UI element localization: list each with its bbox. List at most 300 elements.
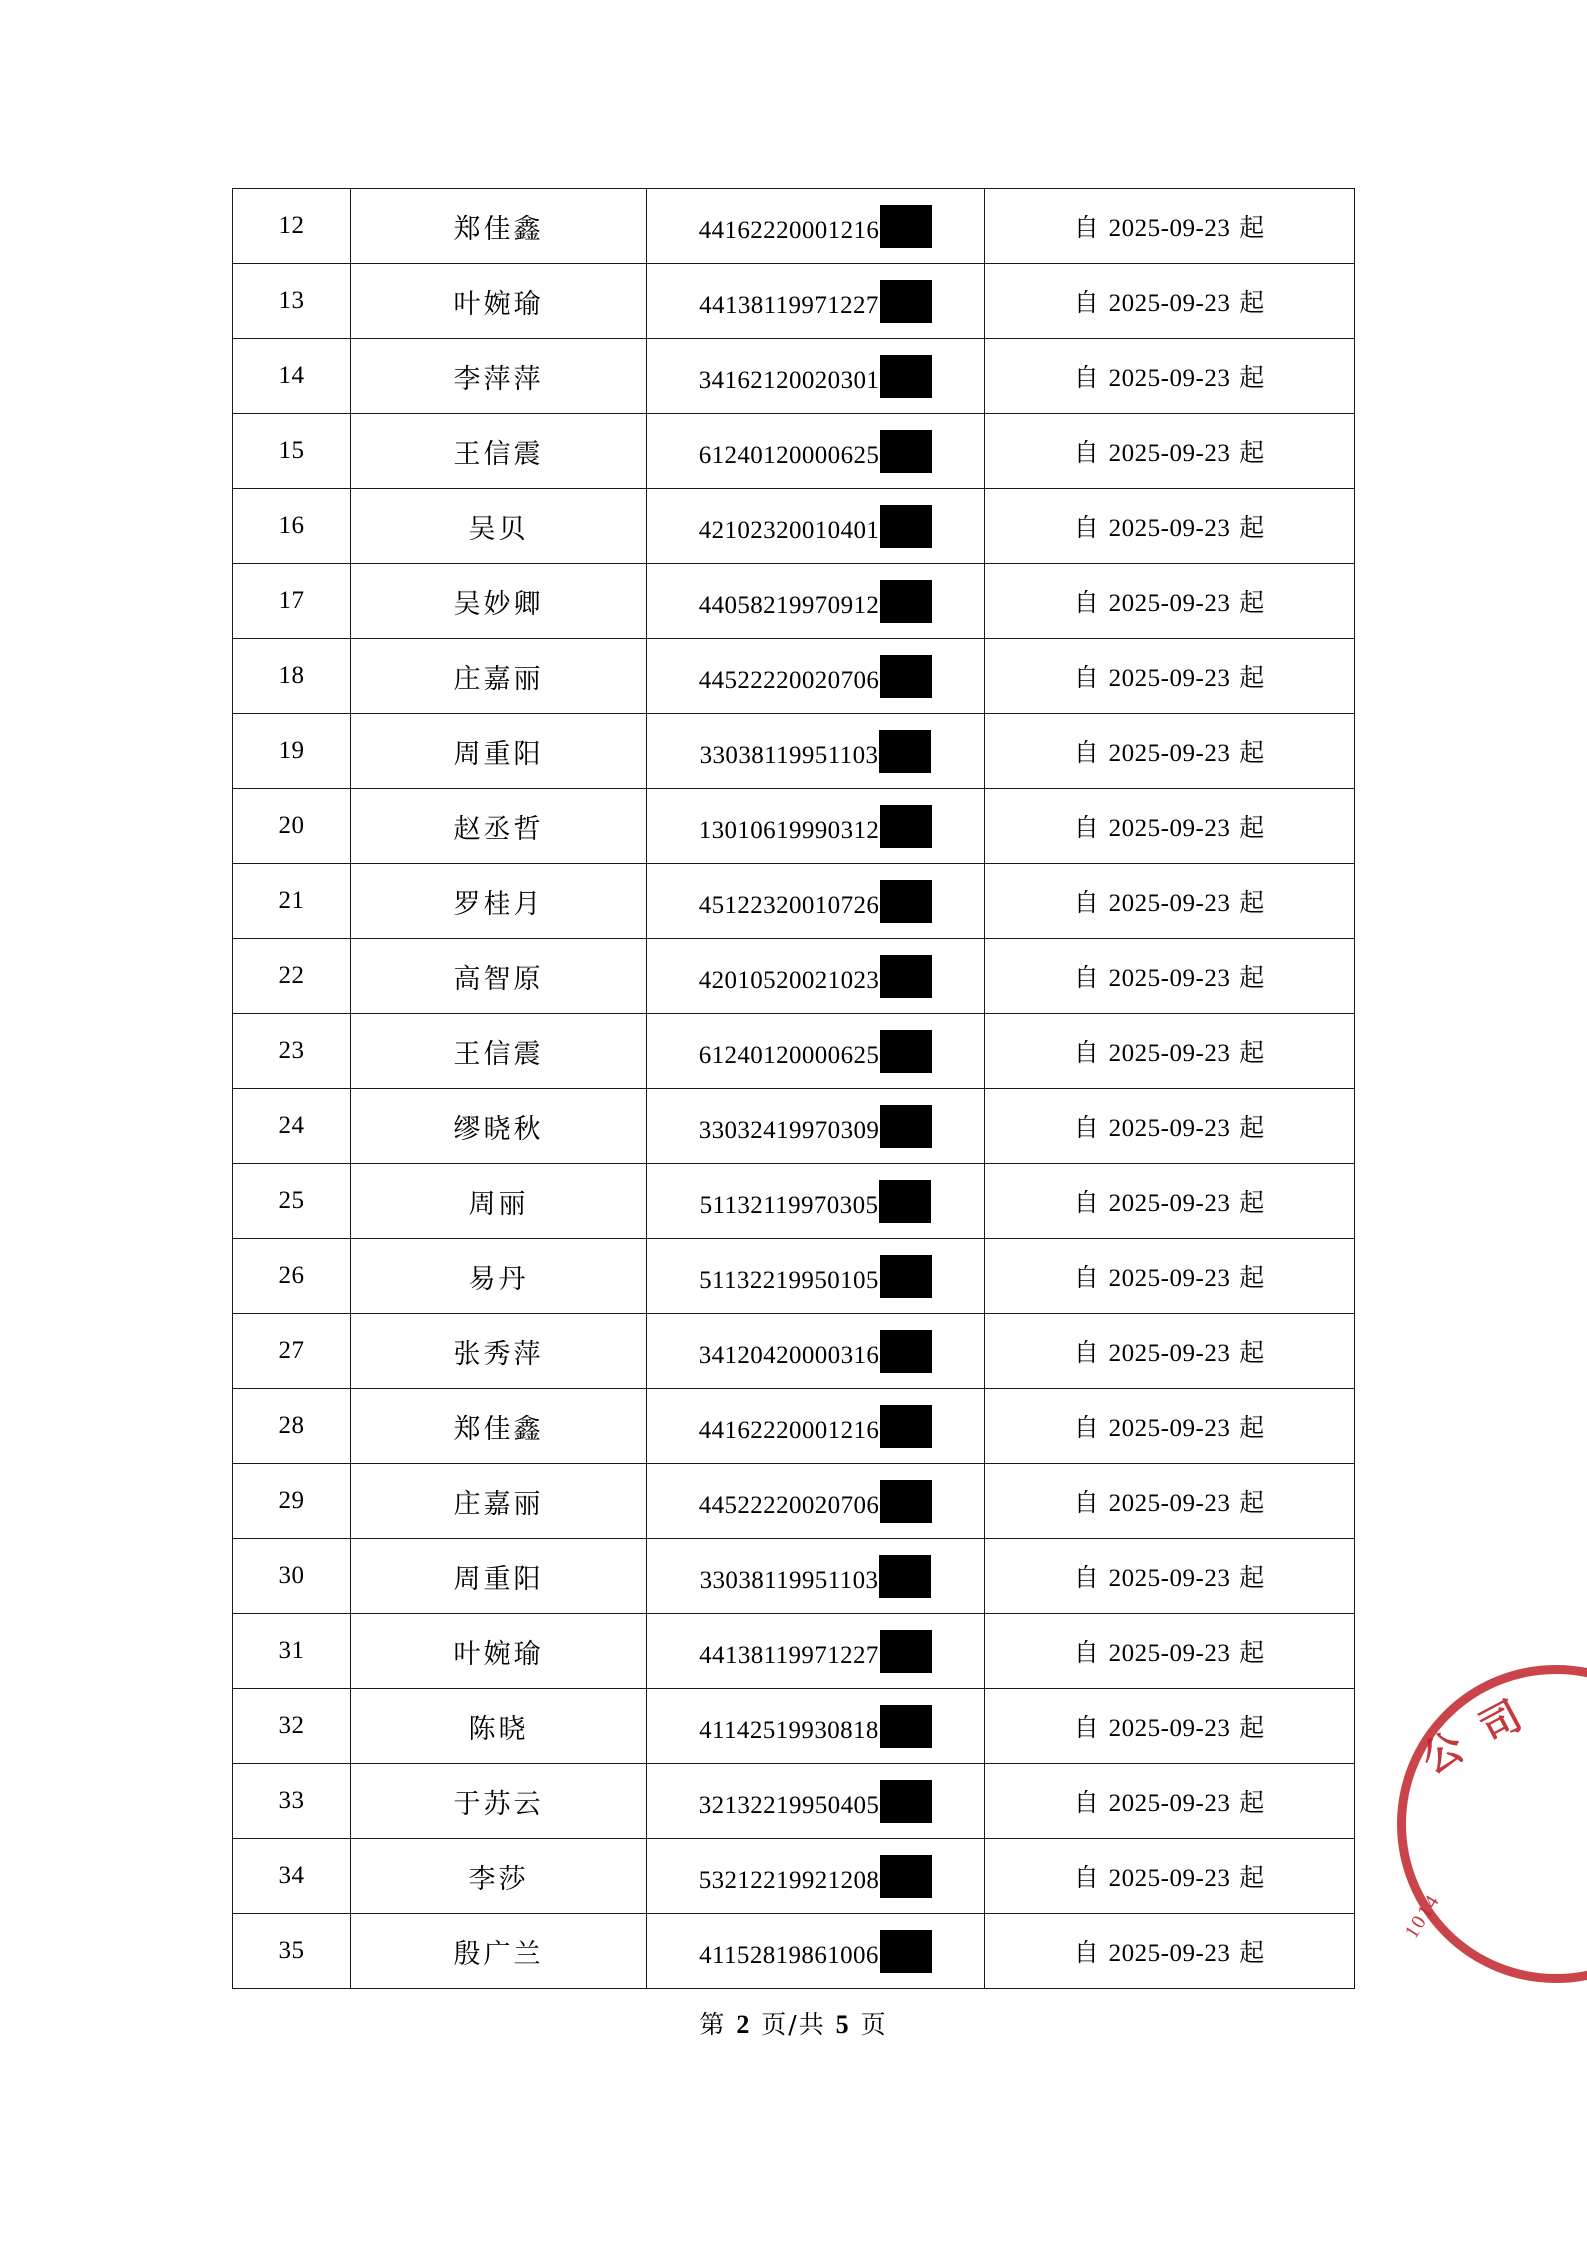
row-index-value: 30 [278,1562,305,1589]
redaction-block [880,1030,932,1073]
seal-text: 公 司 [1414,1690,1535,1784]
date-prefix: 自 [1073,1263,1100,1292]
date-suffix: 起 [1239,363,1266,392]
cell-name [351,1614,647,1689]
cell-index [233,264,351,339]
cell-index [233,1314,351,1389]
cell-index [233,189,351,264]
row-index-value: 24 [278,1112,305,1139]
cell-index [233,414,351,489]
row-id-value: 53212219921208 [698,1866,880,1894]
table-row [233,1914,1355,1989]
cell-id-number [647,1839,985,1914]
cell-name [351,789,647,864]
row-index-value: 13 [278,287,305,314]
date-suffix: 起 [1239,888,1266,917]
cell-id-number [647,1689,985,1764]
row-id-value: 44138119971227 [699,291,879,319]
date-value: 2025-09-23 [1108,290,1231,317]
records-table [232,188,1355,1989]
cell-start-date [985,1389,1355,1464]
date-prefix: 自 [1073,813,1100,842]
table-row [233,489,1355,564]
date-prefix: 自 [1073,438,1100,467]
official-seal-stamp [1377,1665,1587,1985]
cell-start-date [985,1164,1355,1239]
cell-start-date [985,489,1355,564]
cell-index [233,564,351,639]
date-value: 2025-09-23 [1108,515,1231,542]
cell-start-date [985,1464,1355,1539]
table-row [233,639,1355,714]
date-value: 2025-09-23 [1108,365,1231,392]
date-suffix: 起 [1239,663,1266,692]
cell-start-date [985,1764,1355,1839]
footer-page-number: 2 [736,2010,752,2039]
redaction-block [880,1630,932,1673]
cell-name [351,1914,647,1989]
row-index-value: 27 [278,1337,305,1364]
cell-name [351,1164,647,1239]
row-name-value: 殷广兰 [453,1938,544,1970]
cell-index [233,339,351,414]
date-suffix: 起 [1239,1038,1266,1067]
row-index-value: 14 [278,362,305,389]
table-row [233,189,1355,264]
date-suffix: 起 [1239,1413,1266,1442]
date-value: 2025-09-23 [1108,1415,1231,1442]
redaction-block [880,430,932,473]
date-value: 2025-09-23 [1108,1565,1231,1592]
date-value: 2025-09-23 [1108,665,1231,692]
cell-id-number [647,1164,985,1239]
redaction-block [879,1555,931,1598]
cell-id-number [647,339,985,414]
cell-start-date [985,1614,1355,1689]
row-id-value: 42010520021023 [698,966,880,994]
date-value: 2025-09-23 [1108,215,1231,242]
row-index-value: 26 [278,1262,305,1289]
date-prefix: 自 [1073,963,1100,992]
redaction-block [880,1255,932,1298]
date-suffix: 起 [1239,1713,1266,1742]
cell-name [351,639,647,714]
footer-suffix: 页 [860,2010,888,2039]
cell-index [233,714,351,789]
row-name-value: 赵丞哲 [453,813,544,845]
cell-index [233,1764,351,1839]
row-index-value: 23 [278,1037,305,1064]
date-suffix: 起 [1239,1788,1266,1817]
cell-id-number [647,1239,985,1314]
redaction-block [880,1855,932,1898]
cell-name [351,1239,647,1314]
cell-index [233,1089,351,1164]
row-id-value: 33038119951103 [699,1566,879,1594]
row-name-value: 周重阳 [453,1563,544,1595]
table-row [233,939,1355,1014]
redaction-block [880,1330,932,1373]
row-name-value: 周丽 [468,1188,529,1220]
cell-name [351,1539,647,1614]
cell-id-number [647,789,985,864]
date-prefix: 自 [1073,1788,1100,1817]
cell-start-date [985,714,1355,789]
cell-start-date [985,1239,1355,1314]
table-row [233,1389,1355,1464]
cell-name [351,864,647,939]
table-row [233,1839,1355,1914]
row-id-value: 51132219950105 [699,1266,879,1294]
cell-name [351,1464,647,1539]
cell-index [233,489,351,564]
table-row [233,1014,1355,1089]
cell-name [351,714,647,789]
cell-start-date [985,189,1355,264]
row-id-value: 13010619990312 [698,816,880,844]
cell-id-number [647,1014,985,1089]
cell-id-number [647,639,985,714]
table-row [233,1764,1355,1839]
date-value: 2025-09-23 [1108,890,1231,917]
row-name-value: 于苏云 [453,1788,544,1820]
date-suffix: 起 [1239,213,1266,242]
cell-name [351,1389,647,1464]
cell-index [233,639,351,714]
date-value: 2025-09-23 [1108,965,1231,992]
date-prefix: 自 [1073,1863,1100,1892]
cell-name [351,264,647,339]
row-name-value: 李萍萍 [453,363,544,395]
date-suffix: 起 [1239,738,1266,767]
date-suffix: 起 [1239,1938,1266,1967]
row-id-value: 34162120020301 [698,366,880,394]
cell-index [233,1464,351,1539]
date-suffix: 起 [1239,1113,1266,1142]
redaction-block [880,280,932,323]
row-id-value: 44162220001216 [698,216,880,244]
row-name-value: 罗桂月 [453,888,544,920]
cell-name [351,189,647,264]
cell-id-number [647,939,985,1014]
records-table-container [232,188,1354,1989]
cell-id-number [647,489,985,564]
table-row [233,564,1355,639]
row-index-value: 31 [278,1637,305,1664]
table-row [233,864,1355,939]
date-suffix: 起 [1239,963,1266,992]
row-index-value: 15 [278,437,305,464]
row-index-value: 34 [278,1862,305,1889]
cell-name [351,939,647,1014]
date-suffix: 起 [1239,813,1266,842]
cell-start-date [985,264,1355,339]
row-name-value: 吴贝 [468,513,529,545]
cell-index [233,864,351,939]
cell-index [233,1539,351,1614]
cell-start-date [985,864,1355,939]
date-value: 2025-09-23 [1108,1190,1231,1217]
row-index-value: 19 [278,737,305,764]
table-row [233,1314,1355,1389]
row-id-value: 44162220001216 [698,1416,880,1444]
seal-code: 1014 [1400,1890,1445,1943]
row-index-value: 32 [278,1712,305,1739]
cell-index [233,1839,351,1914]
row-id-value: 44522220020706 [698,666,880,694]
row-id-value: 61240120000625 [698,1041,880,1069]
row-id-value: 51132119970305 [699,1191,879,1219]
cell-index [233,1614,351,1689]
cell-start-date [985,1014,1355,1089]
row-name-value: 易丹 [468,1263,529,1295]
table-row [233,789,1355,864]
date-prefix: 自 [1073,1713,1100,1742]
row-name-value: 王信震 [453,1038,544,1070]
cell-id-number [647,864,985,939]
redaction-block [880,355,932,398]
table-row [233,1539,1355,1614]
table-row [233,264,1355,339]
date-value: 2025-09-23 [1108,1040,1231,1067]
cell-start-date [985,1314,1355,1389]
redaction-block [879,730,931,773]
cell-id-number [647,264,985,339]
date-suffix: 起 [1239,1488,1266,1517]
row-name-value: 吴妙卿 [453,588,544,620]
row-id-value: 42102320010401 [698,516,880,544]
cell-index [233,1389,351,1464]
table-row [233,1464,1355,1539]
date-value: 2025-09-23 [1108,740,1231,767]
row-name-value: 庄嘉丽 [453,663,544,695]
table-row [233,1089,1355,1164]
cell-start-date [985,939,1355,1014]
cell-index [233,789,351,864]
row-name-value: 李莎 [468,1863,529,1895]
redaction-block [880,1780,932,1823]
date-prefix: 自 [1073,588,1100,617]
table-row [233,714,1355,789]
date-value: 2025-09-23 [1108,1340,1231,1367]
row-id-value: 44522220020706 [698,1491,880,1519]
date-suffix: 起 [1239,588,1266,617]
cell-name [351,1014,647,1089]
row-index-value: 25 [278,1187,305,1214]
redaction-block [880,655,932,698]
row-name-value: 高智原 [453,963,544,995]
row-index-value: 18 [278,662,305,689]
cell-name [351,339,647,414]
row-name-value: 陈晓 [468,1713,529,1745]
row-name-value: 庄嘉丽 [453,1488,544,1520]
row-name-value: 王信震 [453,438,544,470]
table-row [233,1614,1355,1689]
redaction-block [880,1105,932,1148]
date-prefix: 自 [1073,1638,1100,1667]
cell-name [351,414,647,489]
cell-index [233,939,351,1014]
cell-name [351,1764,647,1839]
cell-id-number [647,414,985,489]
cell-index [233,1239,351,1314]
cell-start-date [985,564,1355,639]
row-index-value: 29 [278,1487,305,1514]
row-index-value: 22 [278,962,305,989]
cell-id-number [647,1539,985,1614]
cell-start-date [985,1089,1355,1164]
date-prefix: 自 [1073,1338,1100,1367]
date-suffix: 起 [1239,438,1266,467]
date-value: 2025-09-23 [1108,1265,1231,1292]
row-id-value: 44058219970912 [698,591,880,619]
table-row [233,1239,1355,1314]
date-prefix: 自 [1073,1488,1100,1517]
footer-prefix: 第 [699,2010,727,2039]
date-suffix: 起 [1239,1863,1266,1892]
cell-name [351,1839,647,1914]
table-row [233,1689,1355,1764]
date-prefix: 自 [1073,663,1100,692]
cell-id-number [647,1389,985,1464]
redaction-block [880,580,932,623]
row-id-value: 33032419970309 [698,1116,880,1144]
date-prefix: 自 [1073,1413,1100,1442]
row-name-value: 缪晓秋 [453,1113,544,1145]
records-table-body [233,189,1355,1989]
footer-middle: 页/共 [761,2010,826,2039]
cell-start-date [985,1539,1355,1614]
cell-start-date [985,1839,1355,1914]
cell-start-date [985,1689,1355,1764]
cell-index [233,1014,351,1089]
row-id-value: 41152819861006 [699,1941,879,1969]
date-suffix: 起 [1239,1563,1266,1592]
seal-ring [1397,1665,1587,1983]
cell-start-date [985,1914,1355,1989]
cell-name [351,1089,647,1164]
redaction-block [880,805,932,848]
cell-id-number [647,1314,985,1389]
date-suffix: 起 [1239,1263,1266,1292]
cell-id-number [647,1764,985,1839]
date-value: 2025-09-23 [1108,1115,1231,1142]
row-name-value: 张秀萍 [453,1338,544,1370]
cell-index [233,1689,351,1764]
cell-index [233,1164,351,1239]
date-value: 2025-09-23 [1108,590,1231,617]
date-prefix: 自 [1073,738,1100,767]
cell-name [351,489,647,564]
table-row [233,414,1355,489]
date-suffix: 起 [1239,1188,1266,1217]
date-prefix: 自 [1073,1938,1100,1967]
date-suffix: 起 [1239,1338,1266,1367]
date-value: 2025-09-23 [1108,1490,1231,1517]
row-index-value: 33 [278,1787,305,1814]
date-value: 2025-09-23 [1108,1640,1231,1667]
row-id-value: 33038119951103 [699,741,879,769]
page-footer [0,2005,1587,2041]
row-index-value: 21 [278,887,305,914]
date-prefix: 自 [1073,363,1100,392]
cell-start-date [985,414,1355,489]
date-prefix: 自 [1073,1038,1100,1067]
row-id-value: 45122320010726 [698,891,880,919]
date-value: 2025-09-23 [1108,440,1231,467]
date-suffix: 起 [1239,513,1266,542]
date-prefix: 自 [1073,1563,1100,1592]
redaction-block [880,955,932,998]
date-prefix: 自 [1073,288,1100,317]
row-name-value: 周重阳 [453,738,544,770]
row-index-value: 20 [278,812,305,839]
cell-start-date [985,339,1355,414]
date-prefix: 自 [1073,213,1100,242]
cell-id-number [647,189,985,264]
cell-id-number [647,564,985,639]
cell-id-number [647,1614,985,1689]
date-suffix: 起 [1239,288,1266,317]
redaction-block [880,205,932,248]
cell-id-number [647,714,985,789]
date-prefix: 自 [1073,1188,1100,1217]
table-row [233,1164,1355,1239]
redaction-block [880,1480,932,1523]
footer-total-pages: 5 [835,2010,851,2039]
date-value: 2025-09-23 [1108,1790,1231,1817]
row-id-value: 34120420000316 [698,1341,880,1369]
row-index-value: 28 [278,1412,305,1439]
date-value: 2025-09-23 [1108,1865,1231,1892]
row-id-value: 32132219950405 [698,1791,880,1819]
date-prefix: 自 [1073,1113,1100,1142]
row-id-value: 61240120000625 [698,441,880,469]
cell-start-date [985,789,1355,864]
cell-index [233,1914,351,1989]
row-index-value: 16 [278,512,305,539]
date-suffix: 起 [1239,1638,1266,1667]
date-value: 2025-09-23 [1108,815,1231,842]
cell-name [351,1689,647,1764]
row-name-value: 叶婉瑜 [453,288,544,320]
row-index-value: 17 [278,587,305,614]
row-id-value: 41142519930818 [699,1716,879,1744]
cell-id-number [647,1464,985,1539]
row-index-value: 35 [278,1937,305,1964]
redaction-block [880,1930,932,1973]
redaction-block [880,1405,932,1448]
row-id-value: 44138119971227 [699,1641,879,1669]
date-value: 2025-09-23 [1108,1715,1231,1742]
row-name-value: 郑佳鑫 [453,213,544,245]
cell-id-number [647,1914,985,1989]
row-index-value: 12 [278,212,305,239]
cell-name [351,564,647,639]
cell-start-date [985,639,1355,714]
cell-id-number [647,1089,985,1164]
redaction-block [880,1705,932,1748]
redaction-block [880,880,932,923]
row-name-value: 叶婉瑜 [453,1638,544,1670]
date-prefix: 自 [1073,513,1100,542]
redaction-block [880,505,932,548]
cell-name [351,1314,647,1389]
row-name-value: 郑佳鑫 [453,1413,544,1445]
date-prefix: 自 [1073,888,1100,917]
date-value: 2025-09-23 [1108,1940,1231,1967]
table-row [233,339,1355,414]
